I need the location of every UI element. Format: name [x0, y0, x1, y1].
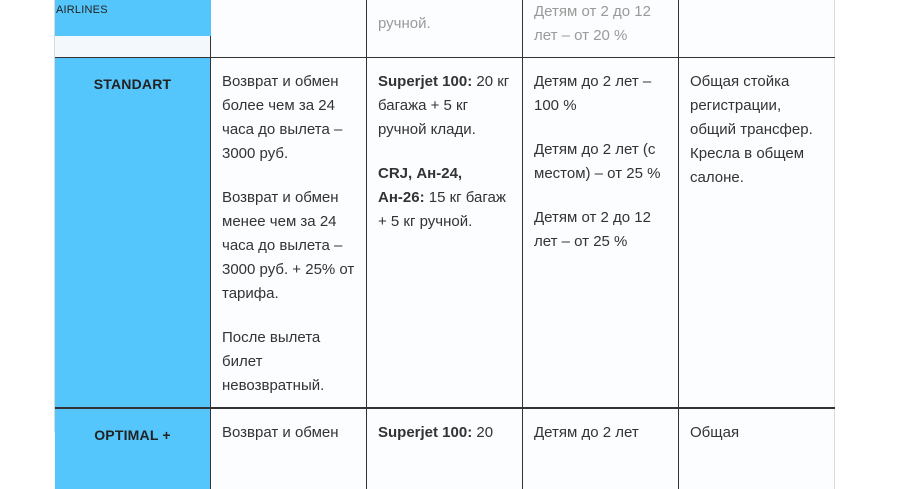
- refund-rule-3: После вылета билет невозвратный.: [222, 329, 325, 394]
- extras-text: Общая стойка регистрации, общий трансфер. Кресла в общем салоне.: [690, 73, 813, 186]
- refund-cell: [211, 58, 367, 408]
- baggage-cell: [367, 58, 523, 408]
- tariff-name: STANDART: [93, 76, 172, 92]
- aircraft-model: Superjet 100:: [378, 73, 473, 90]
- baggage-cell: [367, 0, 523, 58]
- tariff-name-cell: [55, 409, 211, 489]
- aircraft-model: Superjet 100:: [378, 424, 473, 441]
- table-row-standart: [55, 58, 835, 408]
- refund-rule-1: Возврат и обмен более чем за 24 часа до вылета – 3000 руб.: [222, 73, 343, 162]
- children-text-2: лет – от 20 %: [534, 27, 628, 44]
- baggage-allowance: 15 кг багаж + 5 кг ручной.: [378, 189, 506, 230]
- extras-cell: [679, 0, 835, 58]
- baggage-text: ручной.: [378, 15, 431, 32]
- children-text-1: Детям от 2 до 12: [534, 3, 651, 20]
- extras-cell: [679, 58, 835, 408]
- children-rule-1: Детям до 2 лет – 100 %: [534, 73, 652, 114]
- extras-text: Общая: [690, 424, 740, 441]
- refund-cell: [211, 0, 367, 58]
- table-row-optimal: [55, 409, 835, 489]
- baggage-allowance: 20 кг багажа + 5 кг ручной клади.: [378, 73, 510, 138]
- table-row-previous: [55, 0, 835, 58]
- children-cell: [523, 0, 679, 58]
- baggage-rule-1: [378, 421, 512, 445]
- tariff-name-cell: [55, 58, 211, 408]
- extras-cell: [679, 409, 835, 489]
- refund-rule-1: Возврат и обмен: [222, 424, 339, 441]
- tariffs-table: [54, 0, 835, 443]
- children-cell: [523, 58, 679, 408]
- baggage-cell: [367, 409, 523, 489]
- refund-rule-2: Возврат и обмен менее чем за 24 часа до вылета – 3000 руб. + 25% от тарифа.: [222, 189, 355, 302]
- baggage-allowance: 20: [472, 424, 494, 441]
- children-cell: [523, 409, 679, 489]
- tariff-name: OPTIMAL +: [94, 427, 171, 443]
- children-rule-3: Детям от 2 до 12 лет – от 25 %: [534, 209, 651, 250]
- refund-cell: [211, 409, 367, 489]
- children-rule-1: Детям до 2 лет: [534, 424, 639, 441]
- airlines-label: AIRLINES: [56, 4, 108, 16]
- baggage-rule-2: [378, 162, 512, 234]
- baggage-rule-1: [378, 70, 512, 142]
- children-rule-2: Детям до 2 лет (с местом) – от 25 %: [534, 141, 661, 182]
- aircraft-model: CRJ, Ан-24, Ан-26:: [378, 165, 463, 206]
